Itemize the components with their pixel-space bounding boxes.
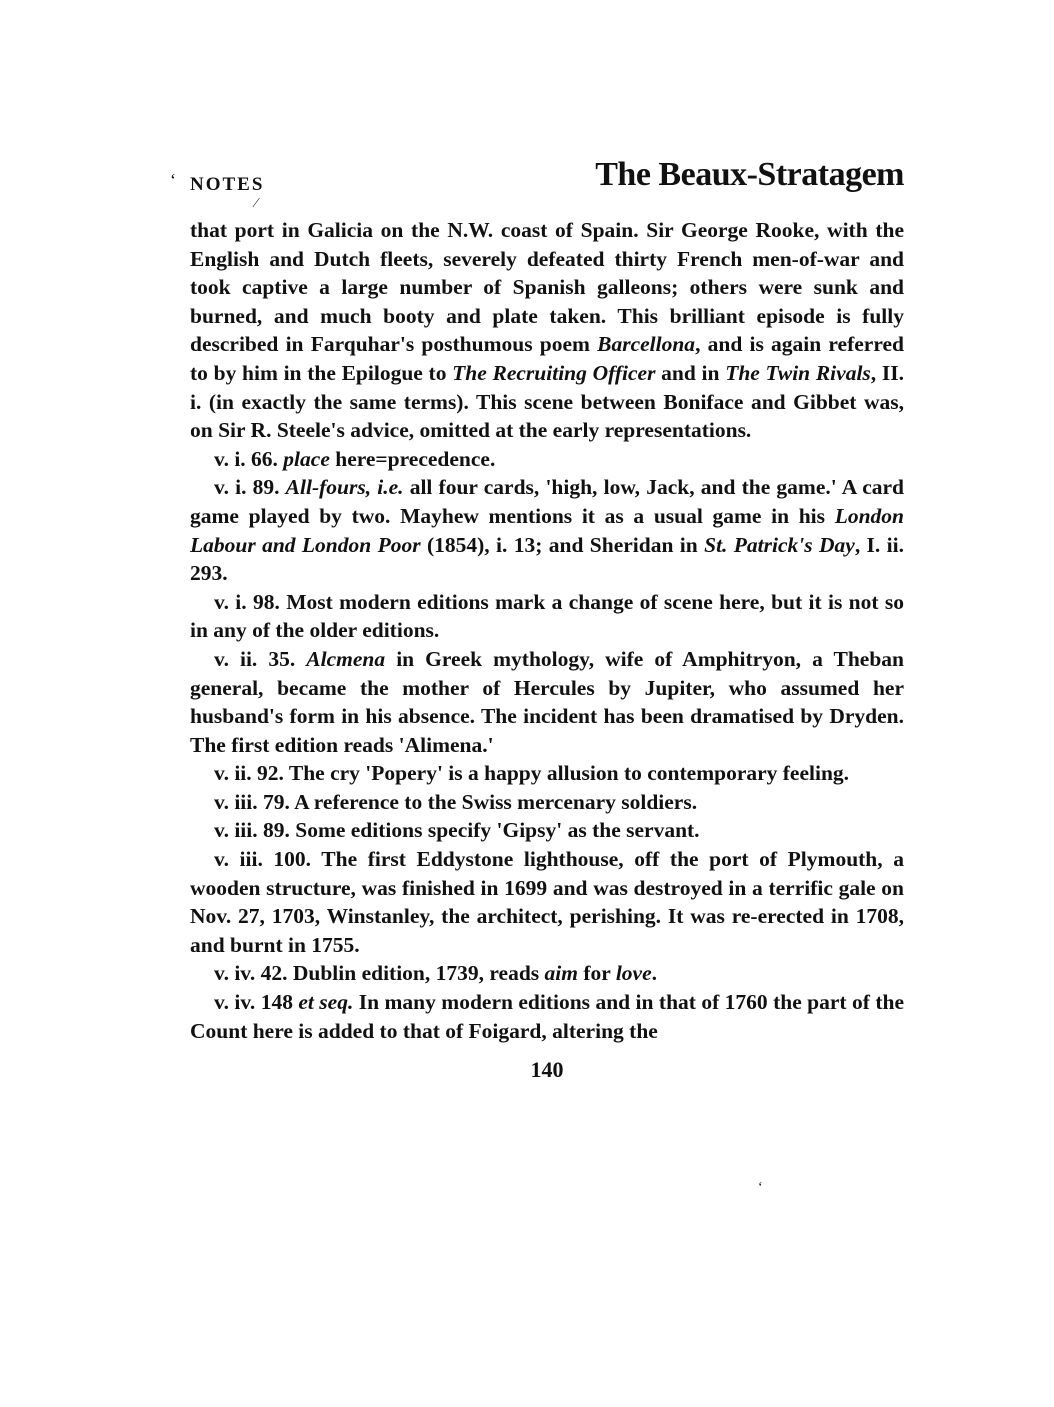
note-v-i-98: v. i. 98. Most modern editions mark a change of scene here, but it is not so in any of the older editions.	[190, 589, 904, 643]
page-header	[190, 150, 904, 200]
notes-body	[190, 216, 904, 1045]
continued-paragraph: that port in Galicia on the N.W. coast of Spain. Sir George Rooke, with the English and Dutch fleets, severely defeated thirty French men-of-war and took captive a large number of Spanish galleons; others were sunk and burned, and much booty and plate taken. This brilliant episode is fully described in Farquhar's posthumous poem Barcellona, and is again referred to by him in the Epilogue to The Recruiting Officer and in The Twin Rivals, II. i. (in exactly the same terms). This scene between Boniface and Gibbet was, on Sir R. Steele's advice, omitted at the early representations.	[190, 218, 904, 443]
note-v-i-89: v. i. 89. All-fours, i.e. all four cards, 'high, low, Jack, and the game.' A card game played by two. Mayhew mentions it as a usual game in his London Labour and London Poor (1854), i. 13; and Sheridan in St. Patrick's Day, I. ii. 293.	[190, 475, 904, 586]
note-v-iv-148: v. iv. 148 et seq. In many modern editions and in that of 1760 the part of the Count here is added to that of Foigard, altering the	[190, 990, 904, 1043]
stray-mark: ⁄	[255, 196, 258, 211]
note-v-ii-92: v. ii. 92. The cry 'Popery' is a happy allusion to contemporary feeling.	[214, 761, 850, 786]
page-number: 140	[530, 1057, 564, 1083]
note-v-ii-35: v. ii. 35. Alcmena in Greek mythology, wife of Amphitryon, a Theban general, became the mother of Hercules by Jupiter, who assumed her husband's form in his absence. The incident has been dramatised by Dryden. The first edition reads 'Alimena.'	[190, 646, 904, 757]
note-v-iii-89: v. iii. 89. Some editions specify 'Gipsy' as the servant.	[214, 818, 700, 843]
section-label: NOTES	[190, 174, 265, 195]
running-title: The Beaux-Stratagem	[595, 156, 904, 193]
note-v-iii-79: v. iii. 79. A reference to the Swiss mercenary soldiers.	[214, 789, 698, 814]
note-v-iv-42: v. iv. 42. Dublin edition, 1739, reads aim for love.	[214, 961, 658, 986]
stray-mark: ‘	[758, 1180, 763, 1195]
note-v-iii-100: v. iii. 100. The first Eddystone lighthouse, off the port of Plymouth, a wooden structure, was finished in 1699 and was destroyed in a terrific gale on Nov. 27, 1703, Winstanley, the architect, perishing. It was re-erected in 1708, and burnt in 1755.	[190, 847, 904, 957]
stray-mark: ‘	[170, 170, 176, 190]
book-page	[190, 150, 904, 1083]
note-v-i-66: v. i. 66. place here=precedence.	[214, 446, 496, 471]
